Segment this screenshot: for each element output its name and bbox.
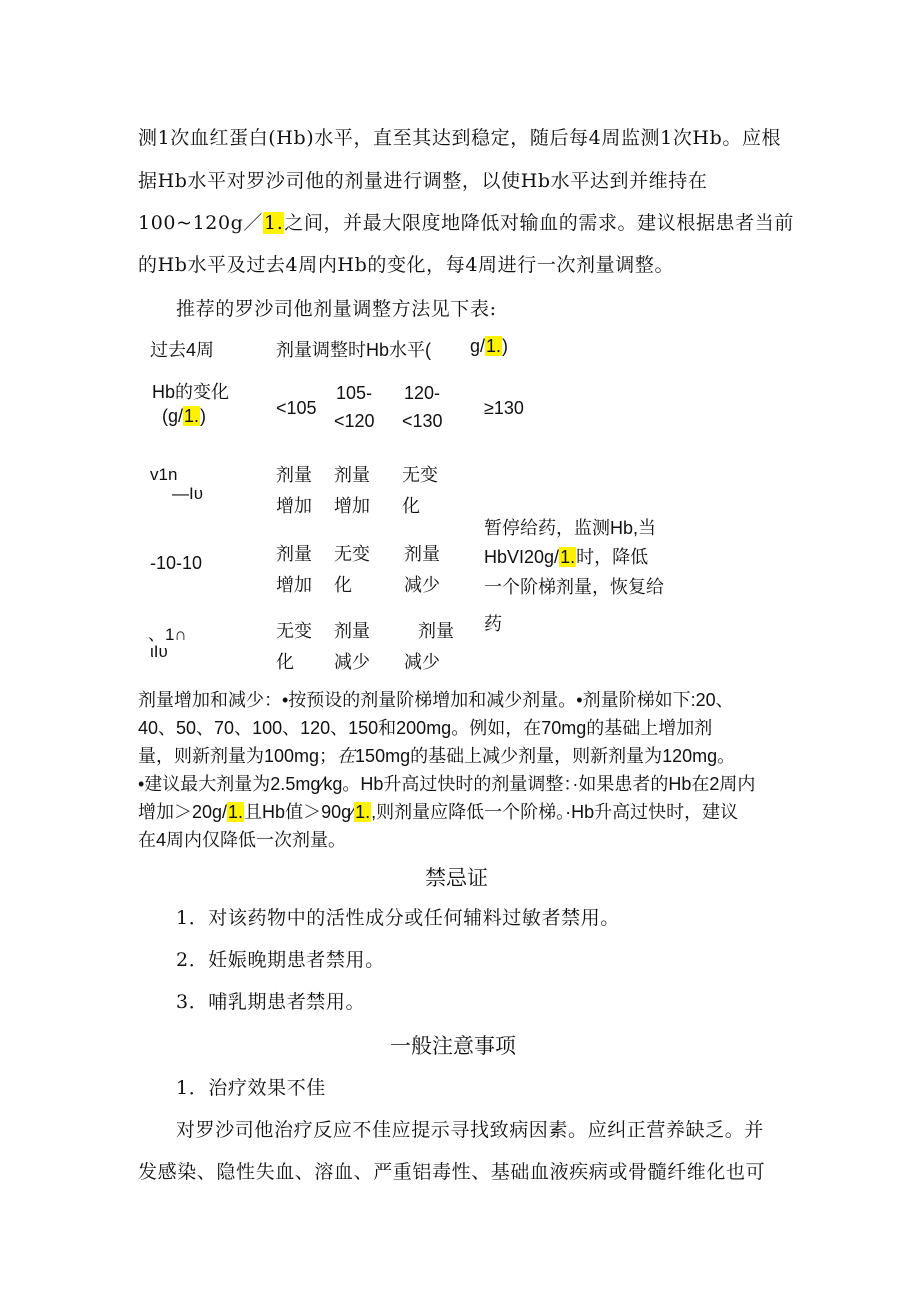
notes-line5-c: ,则剂量应降低一个阶梯。·Hb升高过快时，建议 [371, 802, 739, 822]
table-header-change-unit [162, 406, 206, 427]
row1-label-a: v1n [150, 465, 178, 484]
row1-c2-a: 剂量 [334, 465, 370, 485]
row2-c1-a: 剂量 [276, 544, 312, 564]
row3-c1-a: 无变 [276, 621, 312, 641]
highlight-mark: 1. [228, 802, 244, 822]
row2-c3-b: 减少 [404, 575, 440, 595]
row2-c1-b: 增加 [276, 575, 312, 595]
table-intro: 推荐的罗沙司他剂量调整方法见下表: [176, 298, 497, 320]
merged-line2-end: 时，降低 [576, 547, 649, 567]
col-120-130-a: 120- [404, 383, 441, 403]
notes-line1: 剂量增加和减少：•按预设的剂量阶梯增加和减少剂量。•剂量阶梯如下:20、 [138, 690, 734, 710]
row1-c1-b: 增加 [276, 496, 312, 516]
notes-line4: •建议最大剂量为2.5mg∕kg。Hb升高过快时的剂量调整：·如果患者的Hb在2周内 [138, 774, 756, 794]
notes-line2: 40、50、70、100、120、150和200mg。例如，在70mg的基础上增加剂 [138, 718, 713, 738]
contra-item-1: 1．对该药物中的活性成分或任何辅料过敏者禁用。 [176, 907, 620, 929]
row3-c2-b: 减少 [334, 652, 370, 672]
general-sub1: 1．治疗效果不佳 [176, 1077, 326, 1099]
unit-text: g/ [470, 336, 486, 356]
row3-c1-b: 化 [276, 652, 294, 672]
highlight-mark: 1. [560, 547, 576, 567]
table-header-left: 过去4周 [150, 340, 215, 360]
notes-line5-b: 且Hb值＞90g∕ [244, 802, 355, 822]
row3-label-b: ιIυ [150, 642, 168, 661]
col-105-120-b: <120 [334, 411, 375, 431]
general-title: 一般注意事项 [390, 1035, 516, 1058]
row1-c3-b: 化 [402, 496, 420, 516]
table-header-mid: 剂量调整时Hb水平( [276, 340, 432, 360]
row3-c3-a: 剂量 [418, 621, 454, 641]
unit-close: ) [502, 336, 509, 356]
col-105-120-a: 105- [336, 383, 373, 403]
notes-line3-start: 量，则新剂量为100mg； [138, 746, 338, 766]
contra-title: 禁忌证 [425, 867, 488, 890]
merged-cell-line2 [484, 543, 648, 569]
general-p-line2: 发感染、隐性失血、溶血、严重铝毒性、基础血液疾病或骨髓纤维化也可 [138, 1161, 766, 1183]
highlight-mark: 1. [355, 802, 371, 822]
row2-c2-b: 化 [334, 575, 352, 595]
highlight-mark: 1. [184, 406, 200, 426]
row2-c3-a: 剂量 [404, 544, 440, 564]
general-p-line1: 对罗沙司他治疗反应不佳应提示寻找致病因素。应纠正营养缺乏。并 [176, 1119, 765, 1141]
notes-line5 [138, 798, 738, 824]
row3-label-a: 、1∩ [148, 625, 187, 644]
highlight-mark: 1. [264, 212, 284, 234]
para1-line3 [138, 208, 794, 235]
notes-line3-italic: 在 [337, 746, 356, 766]
contra-item-3: 3．哺乳期患者禁用。 [176, 991, 366, 1013]
merged-cell-line1: 暂停给药，监测Hb,当 [484, 518, 657, 538]
merged-line2-start: HbVI20g/ [484, 547, 560, 567]
col-ge130: ≥130 [484, 398, 524, 418]
row3-c3-b: 减少 [404, 652, 440, 672]
row1-c3-a: 无变 [402, 465, 438, 485]
merged-cell-line4: 药 [484, 614, 502, 634]
row3-c2-a: 剂量 [334, 621, 370, 641]
contra-item-2: 2．妊娠晚期患者禁用。 [176, 949, 385, 971]
table-header-unit [470, 336, 508, 357]
merged-cell-line3: 一个阶梯剂量，恢复给 [484, 577, 664, 597]
notes-line3 [138, 742, 735, 768]
row1-label-b: —Iυ [172, 484, 204, 503]
para1-line1: 测1次血红蛋白(Hb)水平，直至其达到稳定，随后每4周监测1次Hb。应根 [138, 127, 782, 149]
row2-label: -10-10 [150, 553, 203, 573]
row1-c2-b: 增加 [334, 496, 370, 516]
row2-c2-a: 无变 [334, 544, 370, 564]
notes-line6: 在4周内仅降低一次剂量。 [138, 830, 347, 850]
para1-line2: 据Hb水平对罗沙司他的剂量进行调整，以使Hb水平达到并维持在 [138, 170, 708, 192]
para1-line4: 的Hb水平及过去4周内Hb的变化，每4周进行一次剂量调整。 [138, 254, 675, 276]
notes-line3-end: 150mg的基础上减少剂量，则新剂量为120mg。 [355, 746, 736, 766]
row1-c1-a: 剂量 [276, 465, 312, 485]
para1-line3-start: 100~120g／ [138, 212, 264, 234]
notes-line5-a: 增加＞20g/ [138, 802, 228, 822]
table-header-change: Hb的变化 [152, 382, 230, 402]
col-lt105: <105 [276, 398, 317, 418]
unit-close: ) [200, 406, 207, 426]
unit-open: (g/ [162, 406, 184, 426]
highlight-mark: 1. [486, 336, 502, 356]
col-120-130-b: <130 [402, 411, 443, 431]
para1-line3-end: 之间，并最大限度地降低对输血的需求。建议根据患者当前 [284, 212, 794, 234]
